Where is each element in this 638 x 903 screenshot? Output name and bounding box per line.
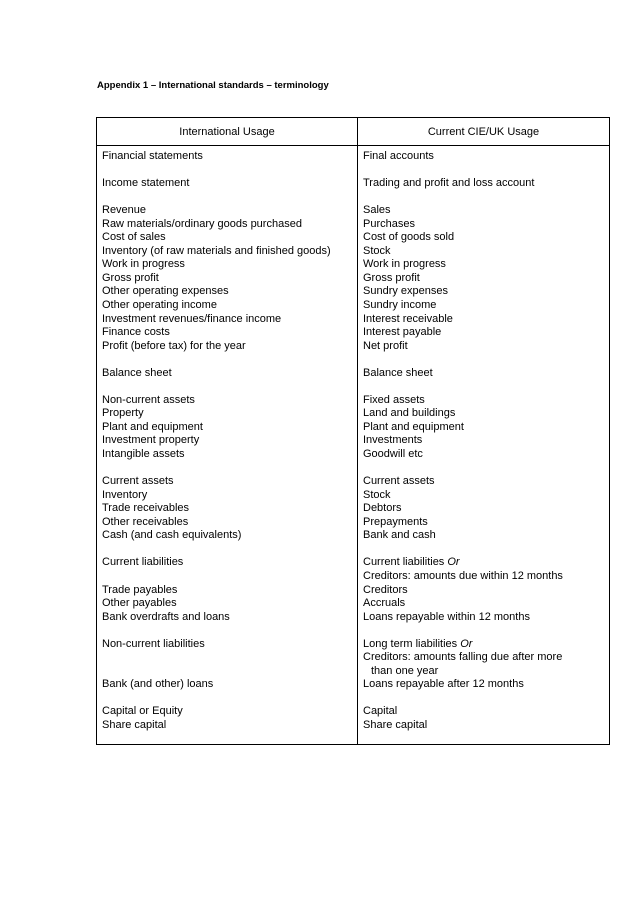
term-line: Investment revenues/finance income bbox=[102, 312, 282, 325]
blank-line bbox=[102, 665, 354, 679]
term-line: Prepayments bbox=[363, 515, 428, 528]
blank-line bbox=[363, 543, 603, 557]
term-line: Profit (before tax) for the year bbox=[102, 339, 246, 352]
term-line: Property bbox=[102, 407, 144, 420]
term-line: Other receivables bbox=[102, 515, 189, 528]
term-line: Other payables bbox=[102, 597, 177, 610]
term-line: Sundry expenses bbox=[363, 285, 448, 298]
term-line: Gross profit bbox=[363, 271, 420, 284]
term-line: Current assets bbox=[102, 475, 174, 488]
blank-line bbox=[363, 353, 603, 367]
term-line: Bank and cash bbox=[363, 529, 436, 542]
blank-line bbox=[363, 164, 603, 178]
header-cie-uk-usage: Current CIE/UK Usage bbox=[427, 125, 540, 138]
term-line: Purchases bbox=[363, 217, 415, 230]
alternative-marker: Or bbox=[447, 556, 460, 569]
term-line: Loans repayable after 12 months bbox=[363, 678, 524, 691]
term-line: Income statement bbox=[102, 177, 190, 190]
blank-line bbox=[102, 462, 354, 476]
header-divider bbox=[97, 145, 609, 146]
term-line: Stock bbox=[363, 244, 391, 257]
term-line: Work in progress bbox=[102, 258, 185, 271]
blank-line bbox=[102, 191, 354, 205]
blank-line bbox=[102, 570, 354, 584]
international-usage-column bbox=[102, 150, 354, 733]
term-line: Investment property bbox=[102, 434, 200, 447]
term-line: Loans repayable within 12 months bbox=[363, 610, 530, 623]
term-line: Finance costs bbox=[102, 326, 170, 339]
term-line: Capital bbox=[363, 705, 398, 718]
term-line: Current liabilities bbox=[102, 556, 184, 569]
term-line: Gross profit bbox=[102, 271, 159, 284]
term-line: Bank overdrafts and loans bbox=[102, 610, 230, 623]
term-line: Sundry income bbox=[363, 299, 437, 312]
blank-line bbox=[102, 380, 354, 394]
term-line: Final accounts bbox=[363, 150, 434, 162]
blank-line bbox=[363, 692, 603, 706]
term-line: Land and buildings bbox=[363, 407, 456, 420]
column-divider bbox=[357, 118, 358, 744]
blank-line bbox=[102, 651, 354, 665]
blank-line bbox=[363, 462, 603, 476]
term-line: Interest receivable bbox=[363, 312, 453, 325]
term-line: Investments bbox=[363, 434, 423, 447]
blank-line bbox=[102, 543, 354, 557]
term-line: Intangible assets bbox=[102, 448, 185, 461]
header-international-usage: International Usage bbox=[179, 125, 275, 138]
term-line: Trade payables bbox=[102, 583, 178, 596]
term-line: Goodwill etc bbox=[363, 448, 423, 461]
term-line: Raw materials/ordinary goods purchased bbox=[102, 217, 302, 230]
term-line: Plant and equipment bbox=[102, 420, 203, 433]
term-line: Non-current liabilities bbox=[102, 637, 205, 650]
term-line: Capital or Equity bbox=[102, 705, 183, 718]
term-line: Non-current assets bbox=[102, 393, 195, 406]
term-line: Debtors bbox=[363, 502, 402, 515]
term-line: Creditors: amounts due within 12 months bbox=[363, 569, 563, 582]
terminology-table bbox=[96, 117, 610, 745]
blank-line bbox=[363, 191, 603, 205]
term-line bbox=[363, 638, 603, 652]
term-line: Creditors bbox=[363, 583, 408, 596]
term-line: Sales bbox=[363, 204, 391, 217]
page-title: Appendix 1 – International standards – terminology bbox=[97, 80, 329, 91]
blank-line bbox=[102, 692, 354, 706]
cie-uk-usage-column bbox=[363, 150, 603, 733]
term-line: Creditors: amounts falling due after more bbox=[363, 651, 563, 664]
term-line: Work in progress bbox=[363, 258, 446, 271]
term-line: Fixed assets bbox=[363, 393, 425, 406]
term-line: Financial statements bbox=[102, 150, 203, 162]
term-line: Cost of goods sold bbox=[363, 231, 455, 244]
term-line: Net profit bbox=[363, 339, 408, 352]
alternative-marker: Or bbox=[460, 637, 473, 650]
blank-line bbox=[102, 164, 354, 178]
term-text: Long term liabilities bbox=[363, 637, 458, 650]
term-line: Accruals bbox=[363, 597, 406, 610]
term-line: Plant and equipment bbox=[363, 420, 464, 433]
term-line: Share capital bbox=[363, 718, 428, 731]
term-line: Cash (and cash equivalents) bbox=[102, 529, 242, 542]
term-line: Other operating expenses bbox=[102, 285, 229, 298]
blank-line bbox=[363, 380, 603, 394]
term-line: Current assets bbox=[363, 475, 435, 488]
term-line: Inventory (of raw materials and finished goods) bbox=[102, 244, 331, 257]
term-line: Interest payable bbox=[363, 326, 442, 339]
term-line bbox=[363, 556, 603, 570]
blank-line bbox=[102, 353, 354, 367]
term-line: Revenue bbox=[102, 204, 147, 217]
blank-line bbox=[102, 624, 354, 638]
term-line: Bank (and other) loans bbox=[102, 678, 214, 691]
term-line: Trading and profit and loss account bbox=[363, 177, 535, 190]
term-line: Inventory bbox=[102, 488, 148, 501]
term-line: than one year bbox=[371, 664, 439, 677]
term-line: Trade receivables bbox=[102, 502, 190, 515]
term-line: Share capital bbox=[102, 718, 167, 731]
term-line: Balance sheet bbox=[102, 366, 172, 379]
term-text: Current liabilities bbox=[363, 556, 445, 569]
term-line: Other operating income bbox=[102, 299, 217, 312]
term-line: Balance sheet bbox=[363, 366, 433, 379]
blank-line bbox=[363, 624, 603, 638]
term-line: Cost of sales bbox=[102, 231, 166, 244]
term-line: Stock bbox=[363, 488, 391, 501]
